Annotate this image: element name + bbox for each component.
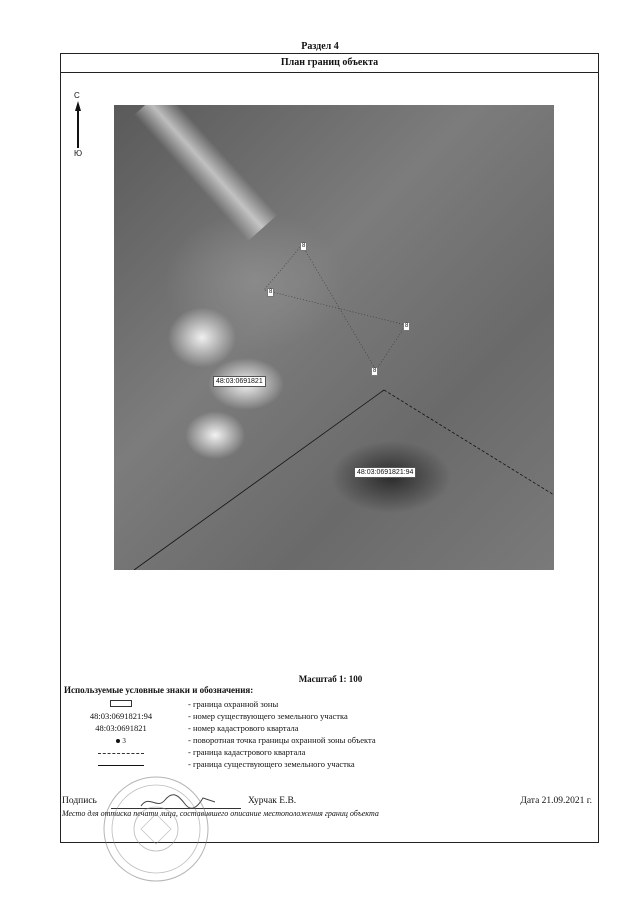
legend-symbol-parcel: 48:03:0691821:94	[89, 711, 153, 721]
quarter-boundary	[384, 390, 554, 495]
legend-symbol-line	[61, 758, 181, 770]
plan-frame	[60, 53, 599, 843]
legend-point-number: 3	[122, 737, 126, 745]
legend-symbol-zone-box	[61, 698, 181, 710]
map-overlay	[114, 105, 554, 570]
signature-label: Подпись	[62, 796, 97, 806]
compass-south-label: Ю	[74, 149, 83, 158]
legend-symbol-dashline	[61, 746, 181, 758]
turn-point-label: 8	[269, 289, 273, 295]
legend-desc: - граница кадастрового квартала	[188, 747, 306, 757]
map-image	[114, 105, 554, 570]
quarter-number-label: 48:03:0691821	[213, 376, 266, 387]
stamp-note: Место для оттиска печати лица, составившего описание местоположения границ объекта	[62, 809, 379, 818]
seal-stamp-icon	[101, 774, 211, 884]
turn-point-label: 8	[405, 323, 409, 329]
signature-date: Дата 21.09.2021 г.	[520, 796, 592, 806]
plan-title: План границ объекта	[61, 54, 598, 73]
parcel-number-label: 48:03:0691821:94	[354, 467, 416, 478]
legend-desc: - номер кадастрового квартала	[188, 723, 299, 733]
scale-label: Масштаб 1: 100	[298, 674, 363, 684]
turn-point-label: 8	[302, 243, 306, 249]
legend-symbol-quarter: 48:03:0691821	[95, 723, 147, 733]
protection-zone-boundary	[264, 245, 406, 370]
section-title: Раздел 4	[301, 41, 339, 52]
legend-title: Используемые условные знаки и обозначения:	[64, 685, 254, 695]
compass-north-label: С	[74, 91, 80, 100]
dot-icon	[116, 739, 120, 743]
legend-desc: - граница существующего земельного участка	[188, 759, 355, 769]
legend-desc: - поворотная точка границы охранной зоны объекта	[188, 735, 376, 745]
compass	[74, 91, 86, 161]
signer-name: Хурчак Е.В.	[248, 796, 297, 806]
turn-point-label: 8	[373, 368, 377, 374]
legend-desc: - номер существующего земельного участка	[188, 711, 348, 721]
legend-desc: - граница охранной зоны	[188, 699, 279, 709]
parcel-boundary	[134, 390, 384, 570]
